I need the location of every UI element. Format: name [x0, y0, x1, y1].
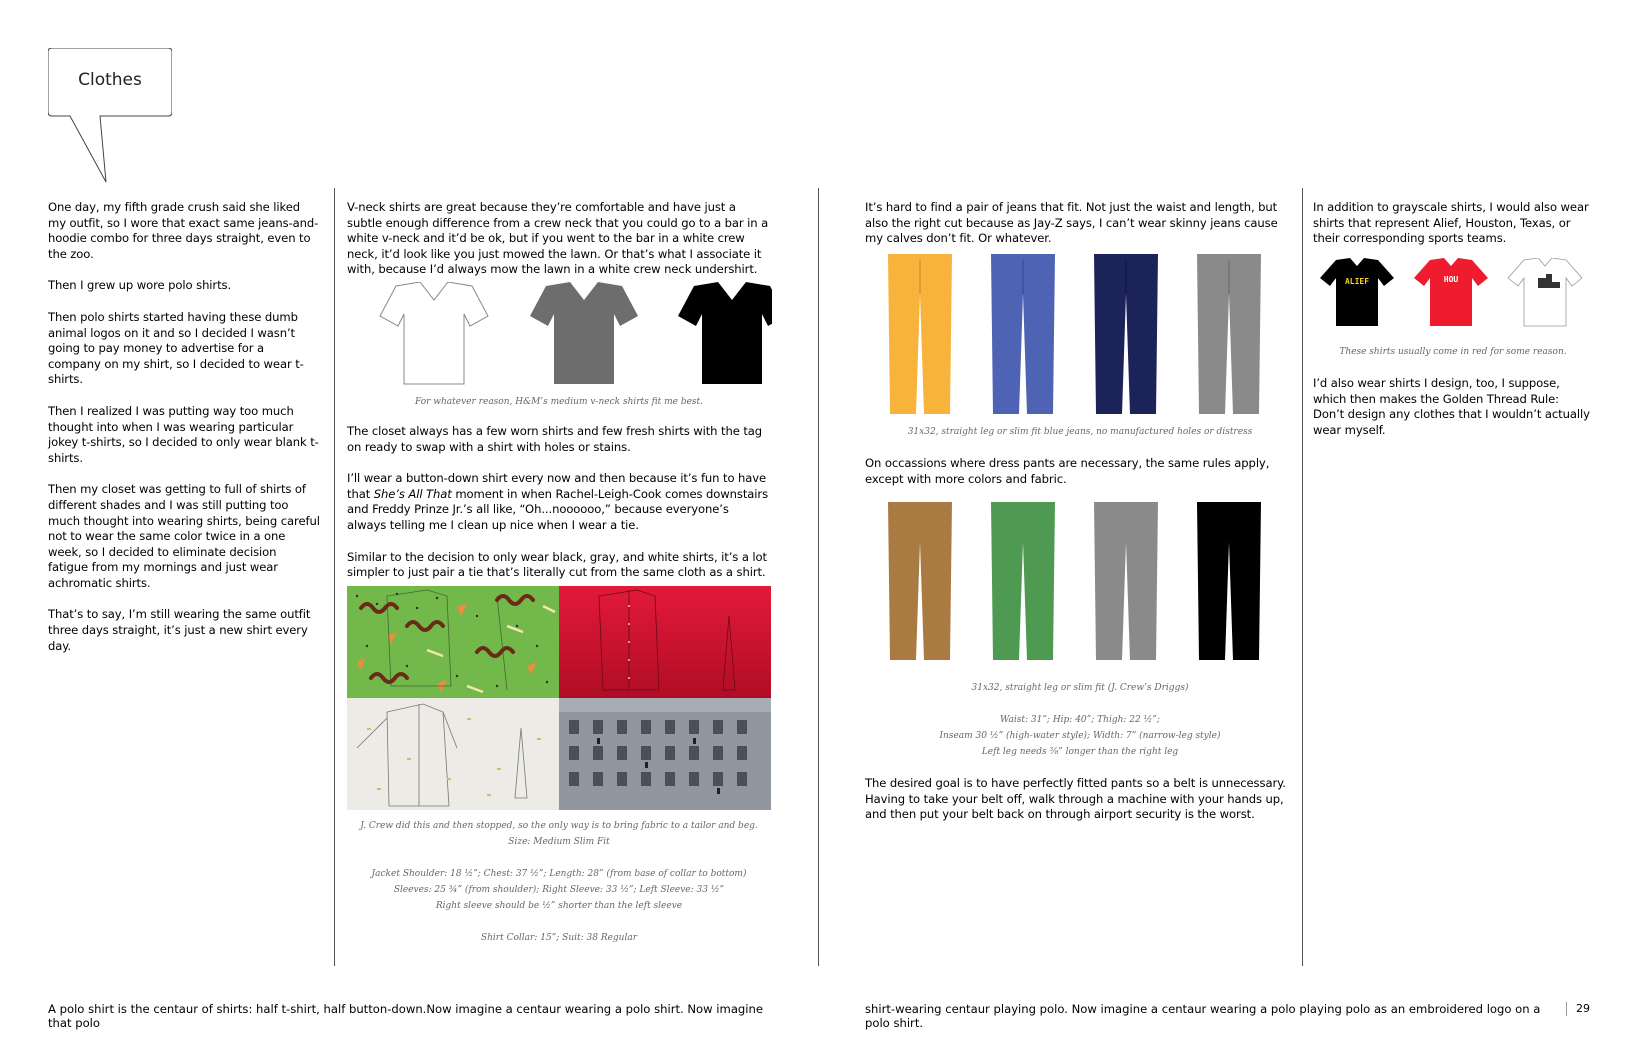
white-tshirt-icon — [380, 282, 488, 384]
paragraph: Then polo shirts started having these dumb animal logos on it and so I decided I wasn’t going to pay money to advertise for a company on my shirt, so I decided to wear t-shirts. — [48, 309, 304, 387]
column-3-bottom — [865, 776, 1295, 839]
column-1 — [48, 200, 320, 670]
page-number: 29 — [1576, 1002, 1590, 1015]
footer-left-text: A polo shirt is the centaur of shirts: half t-shirt, half button-down.Now imagine a centaur wearing a polo shirt. Now imagine that polo — [48, 1002, 763, 1030]
brown-pants-icon — [888, 502, 952, 660]
paragraph: On occassions where dress pants are necessary, the same rules apply, except with more colors and fabric. — [865, 456, 1270, 486]
hou-shirt-text: HOU — [1443, 275, 1459, 284]
gray-tshirt-icon — [530, 282, 638, 384]
paragraph: In addition to grayscale shirts, I would also wear shirts that represent Alief, Houston, Texas, or their corresponding sports teams. — [1313, 200, 1589, 246]
paragraph: It’s hard to find a pair of jeans that fit. Not just the waist and length, but also the right cut because as Jay-Z says, I can’t wear skinny jeans cause my calves don’t fit. Or whatever. — [865, 200, 1278, 246]
white-shirt-image — [347, 698, 559, 810]
navy-jeans-icon — [1094, 254, 1158, 414]
blue-jeans-icon — [991, 254, 1055, 414]
green-pants-icon — [991, 502, 1055, 660]
paragraph: Then I realized I was putting way too much thought into when I was wearing particular jokey t-shirts, so I decided to only wear blank t-shirts. — [48, 403, 319, 465]
paragraph: Similar to the decision to only wear black, gray, and white shirts, it’s a lot simpler to just pair a tie that’s literally cut from the same cloth as a shirt. — [347, 549, 767, 580]
paragraph: One day, my fifth grade crush said she liked my outfit, so I wore that exact same jeans-and-hoodie combo for three days straight, even to the zoo. — [48, 200, 319, 261]
speech-bubble — [48, 48, 172, 188]
black-pants-icon — [1197, 502, 1261, 660]
column-4 — [1313, 200, 1593, 263]
paragraph: I’ll wear a button-down shirt every now and then because it’s fun to have that She’s All That moment in when Rachel-Leigh-Cook comes downstairs and Freddy Prinze Jr.’s all like, “Oh...noooooo,” because everyone’s always telling me I clean up nice when I wear a tie. — [347, 471, 769, 532]
alief-shirt-icon — [1320, 258, 1394, 326]
paragraph: V-neck shirts are great because they’re comfortable and have just a subtle enough difference from a crew neck that you could go to a bar in a white v-neck and it’d be ok, but if you went to the bar in a white crew neck, it’d look like you just mowed the lawn. Or that’s what I associate it with, because I’d always mow the lawn in a white crew neck undershirt. — [347, 200, 769, 277]
section-title: Clothes — [78, 70, 142, 90]
column-3-middle — [865, 456, 1295, 503]
page-number-divider — [1566, 1002, 1567, 1016]
pants-caption-3: Inseam 30 ½” (high-water style); Width: 7” (narrow-leg style) — [939, 731, 1221, 741]
shirt-caption-5: Right sleeve should be ½” shorter than the left sleeve — [435, 901, 683, 911]
pants-caption-4: Left leg needs ⅜” longer than the right leg — [981, 747, 1179, 757]
black-tshirt-icon — [678, 282, 772, 384]
white-texas-shirt-icon — [1508, 258, 1582, 326]
paragraph: The closet always has a few worn shirts and few fresh shirts with the tag on ready to swap with a shirt with holes or stains. — [347, 424, 763, 454]
gray-pants-icon — [1094, 502, 1158, 660]
column-4-bottom — [1313, 376, 1593, 454]
shirt-caption-3: Jacket Shoulder: 18 ½”; Chest: 37 ½”; Length: 28” (from base of collar to bottom) — [371, 869, 747, 879]
shirt-caption-1: J. Crew did this and then stopped, so the only way is to bring fabric to a tailor and beg. — [360, 821, 758, 831]
red-shirt-image — [559, 586, 771, 698]
dress-pants-row — [880, 502, 1280, 662]
paragraph: Then I grew up wore polo shirts. — [48, 278, 232, 293]
hou-shirt-icon — [1414, 258, 1488, 326]
footer-right-text: shirt-wearing centaur playing polo. Now imagine a centaur wearing a polo playing polo as an embroidered logo on a polo shirt. — [865, 1002, 1541, 1030]
shirt-caption-4: Sleeves: 25 ¾” (from shoulder); Right Sleeve: 33 ½”; Left Sleeve: 33 ½” — [393, 885, 725, 895]
jeans-caption: 31x32, straight leg or slim fit blue jeans, no manufactured holes or distress — [907, 427, 1253, 437]
paragraph: The desired goal is to have perfectly fitted pants so a belt is unnecessary. Having to take your belt off, walk through a machine with your hands up, and then put your belt back on through airport security is the worst. — [865, 776, 1286, 822]
paragraph: I’d also wear shirts I design, too, I suppose, which then makes the Golden Thread Rule: Don’t design any clothes that I wouldn’t actually wear myself. — [1313, 376, 1590, 437]
patterned-shirt-image — [347, 586, 559, 698]
column-divider — [1302, 188, 1303, 966]
column-divider — [818, 188, 819, 966]
pants-caption-2: Waist: 31”; Hip: 40”; Thigh: 22 ½”; — [1000, 715, 1160, 725]
building-photo — [559, 698, 771, 810]
column-divider — [334, 188, 335, 966]
column-2 — [347, 200, 771, 294]
column-2-body — [347, 424, 771, 597]
tshirt-row — [352, 282, 772, 386]
jeans-row — [880, 254, 1280, 414]
team-shirts-row — [1312, 258, 1594, 328]
shirt-caption-2: Size: Medium Slim Fit — [508, 837, 610, 847]
team-shirts-caption: These shirts usually come in red for some reason. — [1339, 347, 1567, 357]
tshirt-caption: For whatever reason, H&M’s medium v-neck shirts fit me best. — [414, 397, 704, 407]
paragraph: That’s to say, I’m still wearing the same outfit three days straight, it’s just a new shirt every day. — [48, 607, 311, 653]
alief-shirt-text: ALIEF — [1344, 277, 1370, 286]
yellow-jeans-icon — [888, 254, 952, 414]
paragraph: Then my closet was getting to full of shirts of different shades and I was still putting too much thought into wearing shirts, being careful not to wear the same color twice in a one week, so I decided to eliminate decision fatigue from my mornings and just wear achromatic shirts. — [48, 482, 320, 590]
shirt-caption-6: Shirt Collar: 15”; Suit: 38 Regular — [480, 933, 638, 943]
gray-jeans-icon — [1197, 254, 1261, 414]
pants-caption-1: 31x32, straight leg or slim fit (J. Crew’s Driggs) — [971, 683, 1189, 693]
